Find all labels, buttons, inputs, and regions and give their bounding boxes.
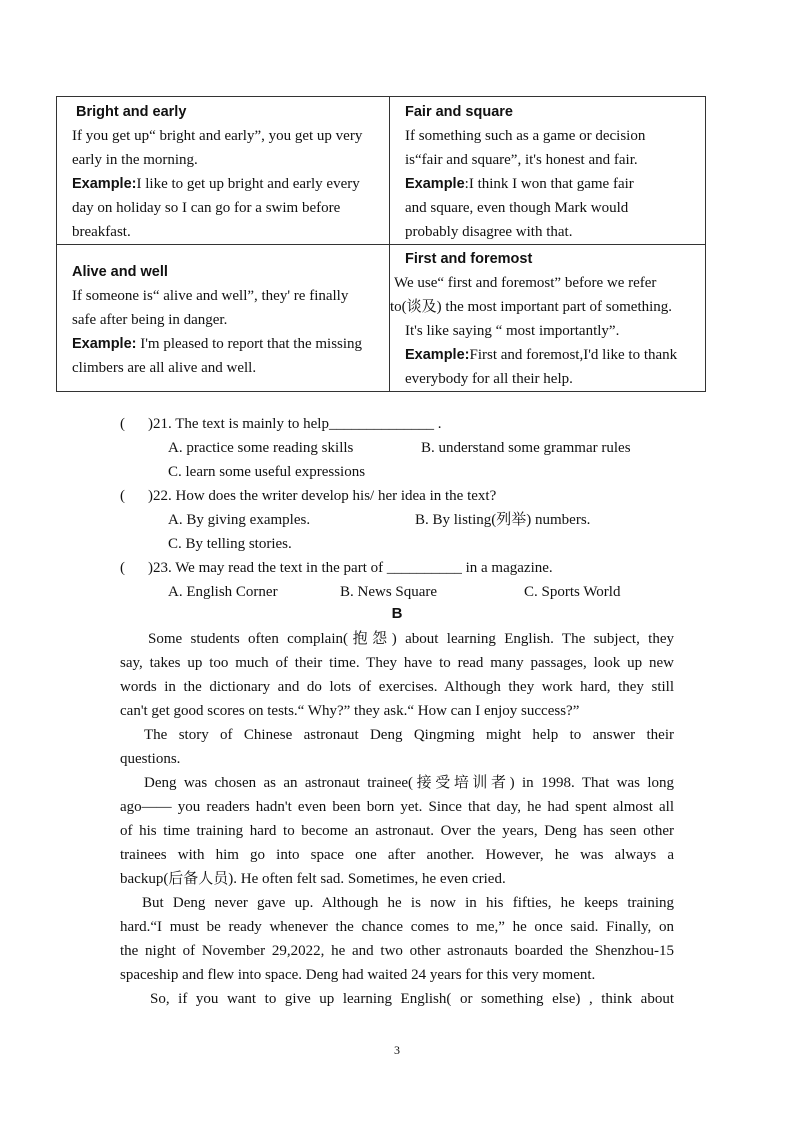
passage-line: trainees with him go into space one after another. However, he was always a <box>120 847 674 863</box>
question-list <box>120 412 720 604</box>
passage-line: The story of Chinese astronaut Deng Qingming might help to answer their <box>144 727 674 743</box>
table-row <box>57 245 706 392</box>
passage-line: But Deng never gave up. Although he is now in his fifties, he keeps training <box>142 895 674 911</box>
example-text: day on holiday so I can go for a swim before <box>72 200 341 216</box>
passage-line: backup(后备人员). He often felt sad. Sometimes, he even cried. <box>120 871 506 887</box>
option-a[interactable]: A. By giving examples. <box>168 512 311 528</box>
example-text: and square, even though Mark would <box>405 200 629 216</box>
page-number: 3 <box>394 1043 400 1057</box>
definition-line: to(谈及) the most important part of something. <box>390 299 673 315</box>
option-b[interactable]: B. News Square <box>340 584 438 600</box>
passage-line: Deng was chosen as an astronaut trainee(接受培训者) in 1998. That was long <box>144 775 674 791</box>
example-text: I like to get up bright and early every <box>136 176 360 192</box>
passage-line: questions. <box>120 751 181 767</box>
definition-line: We use“ first and foremost” before we refer <box>394 275 657 291</box>
option-c[interactable]: C. learn some useful expressions <box>168 464 366 480</box>
question-21 <box>120 412 720 436</box>
example-text: climbers are all alive and well. <box>72 360 257 376</box>
passage-line: words in the dictionary and do lots of exercises. Although they work hard, they still <box>120 679 674 695</box>
options-row <box>120 580 720 604</box>
options-row <box>120 532 720 556</box>
example-text: everybody for all their help. <box>405 371 573 387</box>
definition-line: If you get up“ bright and early”, you get up very <box>72 128 363 144</box>
option-b[interactable]: B. By listing(列举) numbers. <box>415 512 591 528</box>
question-stem: )23. We may read the text in the part of __________ in a magazine. <box>148 560 553 576</box>
passage-line: spaceship and flew into space. Deng had waited 24 years for this very moment. <box>120 967 596 983</box>
options-row <box>120 436 720 460</box>
passage-line: say, takes up too much of their time. They have to read many passages, look up new <box>120 655 674 671</box>
passage-line: the night of November 29,2022, he and two other astronauts boarded the Shenzhou-15 <box>120 943 674 959</box>
example-label: Example: <box>405 347 470 363</box>
definition-line: is“fair and square”, it's honest and fair. <box>405 152 638 168</box>
definition-line: If something such as a game or decision <box>405 128 646 144</box>
example-text: First and foremost,I'd like to thank <box>469 347 678 363</box>
passage-line: of his time training hard to become an astronaut. Over the years, Deng has seen other <box>120 823 674 839</box>
passage-line: ago—— you readers hadn't even been born yet. Since that day, he had spent almost all <box>120 799 674 815</box>
expression-title: Alive and well <box>72 264 168 280</box>
answer-blank[interactable]: ( <box>120 560 125 576</box>
expression-title: Bright and early <box>76 104 187 120</box>
passage-line: So, if you want to give up learning English( or something else) , think about <box>150 991 674 1007</box>
expression-cell-fair-and-square <box>390 97 706 245</box>
example-label: Example: <box>72 336 137 352</box>
expression-title: First and foremost <box>405 251 533 267</box>
example-label: Example: <box>72 176 137 192</box>
reading-passage <box>120 627 674 1011</box>
option-c[interactable]: C. Sports World <box>524 584 621 600</box>
expression-cell-first-and-foremost <box>390 245 706 392</box>
question-stem: )21. The text is mainly to help______________ . <box>148 416 442 432</box>
table-row <box>57 97 706 245</box>
expressions-table <box>56 96 706 392</box>
options-row <box>120 460 720 484</box>
option-b[interactable]: B. understand some grammar rules <box>421 440 631 456</box>
section-heading: B <box>391 605 403 622</box>
question-stem: )22. How does the writer develop his/ her idea in the text? <box>148 488 497 504</box>
option-a[interactable]: A. English Corner <box>168 584 278 600</box>
question-22 <box>120 484 720 508</box>
option-c[interactable]: C. By telling stories. <box>168 536 292 552</box>
definition-line: If someone is“ alive and well”, they' re finally <box>72 288 349 304</box>
definition-line: It's like saying “ most importantly”. <box>405 323 620 339</box>
definition-line: early in the morning. <box>72 152 198 168</box>
passage-line: can't get good scores on tests.“ Why?” they ask.“ How can I enjoy success?” <box>120 703 580 719</box>
passage-line: hard.“I must be ready whenever the chance comes to me,” he once said. Finally, on <box>120 919 674 935</box>
question-23 <box>120 556 720 580</box>
answer-blank[interactable]: ( <box>120 416 125 432</box>
options-row <box>120 508 720 532</box>
expression-cell-bright-and-early <box>57 97 390 245</box>
example-text: probably disagree with that. <box>405 224 573 240</box>
passage-line: Some students often complain(抱怨) about learning English. The subject, they <box>148 631 674 647</box>
answer-blank[interactable]: ( <box>120 488 125 504</box>
example-label: Example <box>405 176 465 192</box>
example-text: breakfast. <box>72 224 131 240</box>
example-text: I'm pleased to report that the missing <box>136 336 363 352</box>
option-a[interactable]: A. practice some reading skills <box>168 440 354 456</box>
expression-cell-alive-and-well <box>57 245 390 392</box>
definition-line: safe after being in danger. <box>72 312 228 328</box>
example-text: :I think I won that game fair <box>464 176 634 192</box>
expression-title: Fair and square <box>405 104 513 120</box>
